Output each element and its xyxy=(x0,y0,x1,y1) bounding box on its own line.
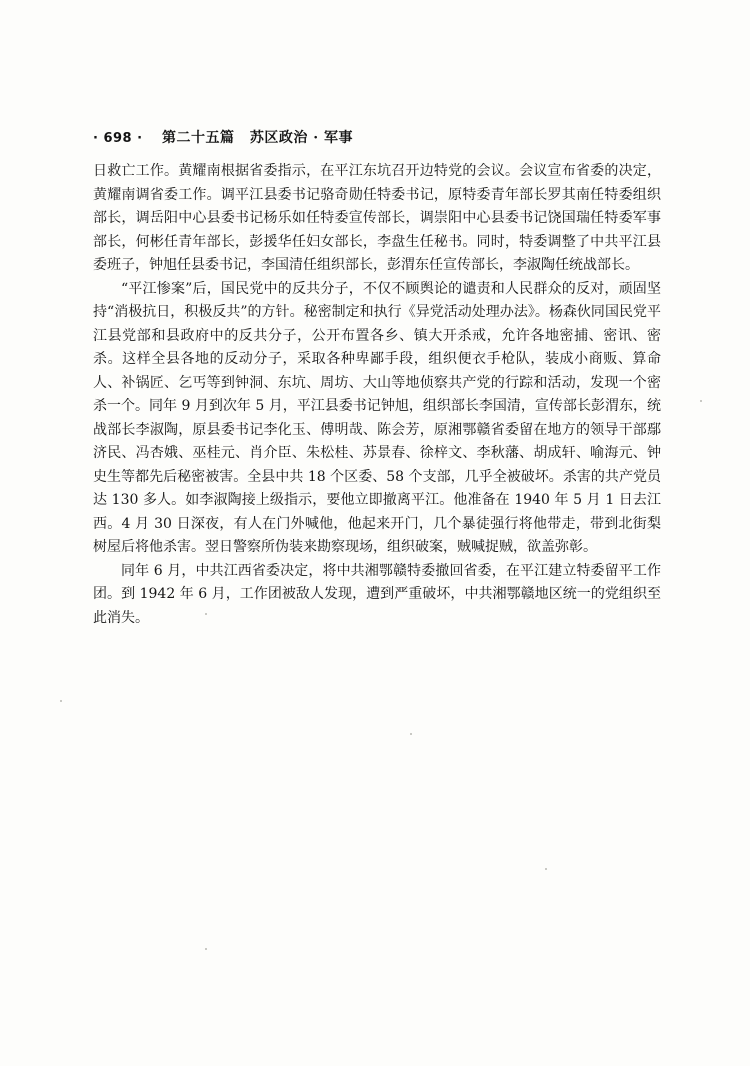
scan-speck xyxy=(700,400,702,402)
page-number: · 698 · xyxy=(93,131,143,146)
scan-speck xyxy=(60,700,62,702)
chapter-title: 第二十五篇 xyxy=(161,130,235,146)
paragraph: “平江惨案”后，国民党中的反共分子，不仅不顾舆论的谴责和人民群众的反对，顽固坚持“消极抗日，积极反共”的方针。秘密制定和执行《异党活动处理办法》。杨森伙同国民党平江县党部和县政府中的反共分子，公开布置各乡、镇大开杀戒，允许各地密捕、密讯、密杀。这样全县各地的反动分子，采取各种卑鄙手段，组织便衣手枪队，装成小商贩、算命人、补锅匠、乞丐等到钟洞、东坑、周坊、大山等地侦察共产党的行踪和活动，发现一个密杀一个。同年 9 月到次年 5 月，平江县委书记钟旭，组织部长李国清，宣传部长彭渭东，统战部长李淑陶，原县委书记李化玉、傅明哉、陈会芳，原湘鄂赣省委留在地方的领导干部鄢济民、冯杏娥、巫桂元、肖介臣、朱松桂、苏景春、徐梓文、李秋藩、胡成轩、喻海元、钟史生等都先后秘密被害。全县中共 18 个区委、58 个支部，几乎全被破坏。杀害的共产党员达 130 多人。如李淑陶接上级指示，要他立即撤离平江。他准备在 1940 年 5 月 1 日去江西。4 月 30 日深夜，有人在门外喊他，他起来开门，几个暴徒强行将他带走，带到北街梨树屋后将他杀害。翌日警察所伪装来勘察现场，组织破案，贼喊捉贼，欲盖弥彰。 xyxy=(93,280,661,555)
scan-speck xyxy=(205,613,207,615)
scan-speck xyxy=(545,868,547,870)
paragraph: 日救亡工作。黄耀南根据省委指示，在平江东坑召开边特党的会议。会议宣布省委的决定，黄耀南调省委工作。调平江县委书记骆奇勋任特委书记，原特委青年部长罗其南任特委组织部长，调岳阳中心县委书记杨乐如任特委宣传部长，调崇阳中心县委书记饶国瑞任特委军事部长，何彬任青年部长，彭援华任妇女部长，李盘生任秘书。同时，特委调整了中共平江县委班子，钟旭任县委书记，李国清任组织部长，彭渭东任宣传部长，李淑陶任统战部长。 xyxy=(93,163,661,273)
section-title: 苏区政治 · 军事 xyxy=(249,130,353,146)
scan-speck xyxy=(205,948,207,950)
body-text xyxy=(93,160,661,630)
paragraph: 同年 6 月，中共江西省委决定，将中共湘鄂赣特委撤回省委，在平江建立特委留平工作团。到 1942 年 6 月，工作团被敌人发现，遭到严重破坏，中共湘鄂赣地区统一的党组织至此消失。 xyxy=(93,562,661,626)
scan-speck xyxy=(410,733,412,735)
running-header xyxy=(93,127,353,147)
